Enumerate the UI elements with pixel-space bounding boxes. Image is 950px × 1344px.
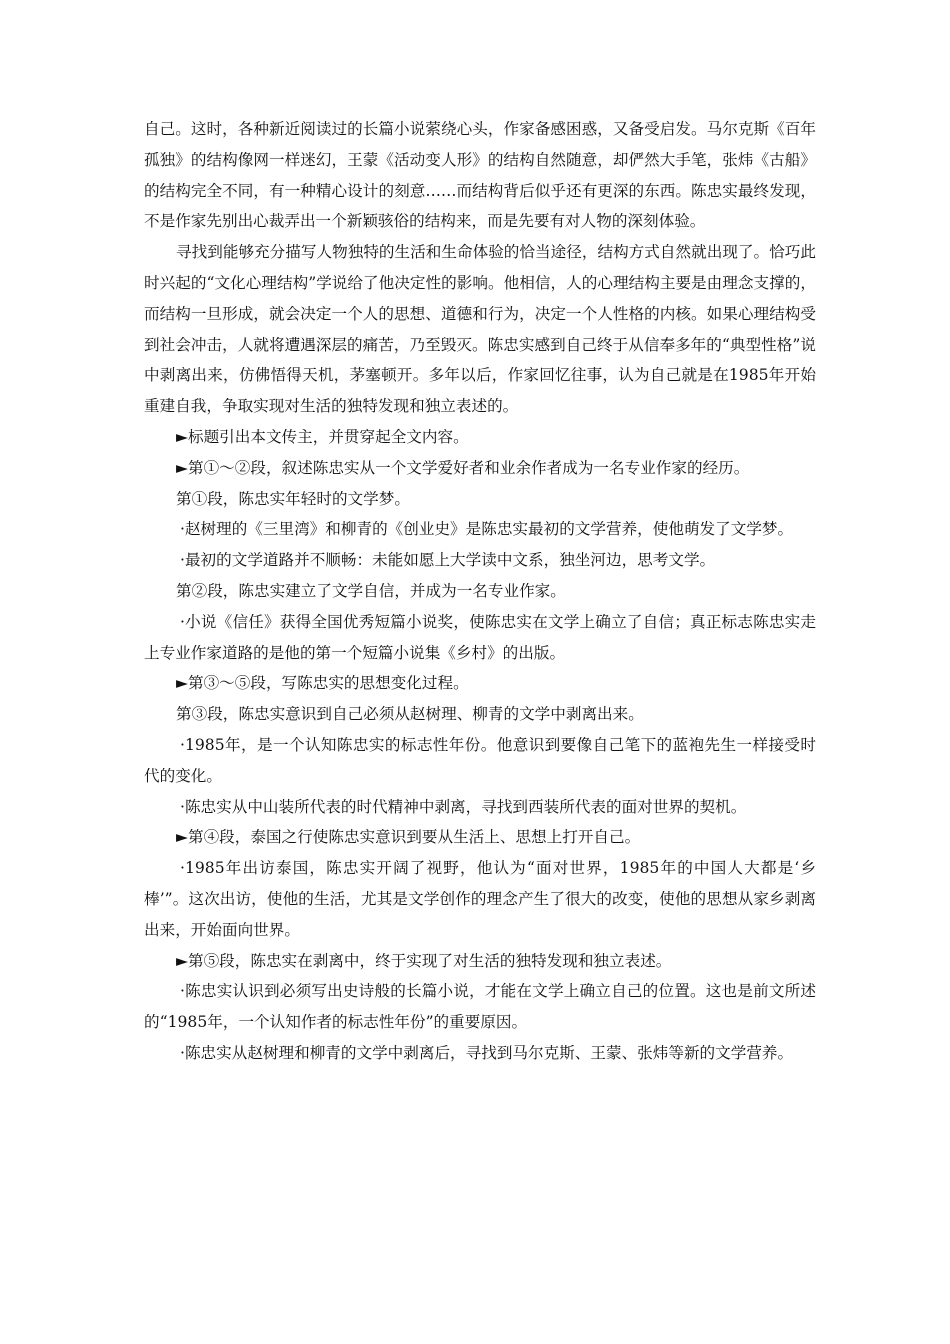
note-bullet: ·陈忠实认识到必须写出史诗般的长篇小说，才能在文学上确立自己的位置。这也是前文所述的“1985年，一个认知作者的标志性年份”的重要原因。	[144, 982, 816, 1032]
note-title: ►标题引出本文传主，并贯穿起全文内容。	[176, 427, 469, 446]
note-paragraph-1: 第①段，陈忠实年轻时的文学梦。	[176, 489, 410, 508]
paragraph-structure: 寻找到能够充分描写人物独特的生活和生命体验的恰当途径，结构方式自然就出现了。恰巧此时兴起的“文化心理结构”学说给了他决定性的影响。他相信，人的心理结构主要是由理念支撑的，而结构一旦形成，就会决定一个人的思想、道德和行为，决定一个人性格的内核。如果心理结构受到社会冲击，人就将遭遇深层的痛苦，乃至毁灭。陈忠实感到自己终于从信奉多年的“典型性格”说中剥离出来，仿佛悟得天机，茅塞顿开。多年以后，作家回忆往事，认为自己就是在1985年开始重建自我，争取实现对生活的独特发现和独立表述的。	[144, 243, 816, 416]
note-bullet: ·1985年出访泰国，陈忠实开阔了视野，他认为“面对世界，1985年的中国人大都是‘乡棒’”。这次出访，使他的生活，尤其是文学创作的理念产生了很大的改变，使他的思想从家乡剥离出来，开始面向世界。	[144, 859, 816, 939]
paragraph-continuation: 自己。这时，各种新近阅读过的长篇小说萦绕心头，作家备感困惑，又备受启发。马尔克斯《百年孤独》的结构像网一样迷幻，王蒙《活动变人形》的结构自然随意，却俨然大手笔，张炜《古船》的结构完全不同，有一种精心设计的刻意……而结构背后似乎还有更深的东西。陈忠实最终发现，不是作家先别出心裁弄出一个新颖骇俗的结构来，而是先要有对人物的深刻体验。	[144, 120, 816, 231]
document-page	[144, 114, 816, 1069]
note-bullet: ·最初的文学道路并不顺畅：未能如愿上大学读中文系，独坐河边，思考文学。	[180, 551, 716, 570]
note-bullet: ·1985年，是一个认知陈忠实的标志性年份。他意识到要像自己笔下的蓝袍先生一样接受时代的变化。	[144, 735, 816, 785]
note-bullet: ·小说《信任》获得全国优秀短篇小说奖，使陈忠实在文学上确立了自信；真正标志陈忠实走上专业作家道路的是他的第一个短篇小说集《乡村》的出版。	[144, 612, 816, 662]
note-paragraph-5: ►第⑤段，陈忠实在剥离中，终于实现了对生活的独特发现和独立表述。	[176, 951, 672, 970]
note-bullet: ·陈忠实从赵树理和柳青的文学中剥离后，寻找到马尔克斯、王蒙、张炜等新的文学营养。	[180, 1043, 794, 1062]
note-section-1-2: ►第①～②段，叙述陈忠实从一个文学爱好者和业余作者成为一名专业作家的经历。	[176, 458, 750, 477]
note-bullet: ·陈忠实从中山装所代表的时代精神中剥离，寻找到西装所代表的面对世界的契机。	[180, 797, 747, 816]
note-paragraph-2: 第②段，陈忠实建立了文学自信，并成为一名专业作家。	[176, 581, 566, 600]
note-section-3-5: ►第③～⑤段，写陈忠实的思想变化过程。	[176, 674, 469, 693]
note-paragraph-3: 第③段，陈忠实意识到自己必须从赵树理、柳青的文学中剥离出来。	[176, 705, 644, 724]
note-paragraph-4: ►第④段，泰国之行使陈忠实意识到要从生活上、思想上打开自己。	[176, 828, 641, 847]
note-bullet: ·赵树理的《三里湾》和柳青的《创业史》是陈忠实最初的文学营养，使他萌发了文学梦。	[180, 520, 794, 539]
